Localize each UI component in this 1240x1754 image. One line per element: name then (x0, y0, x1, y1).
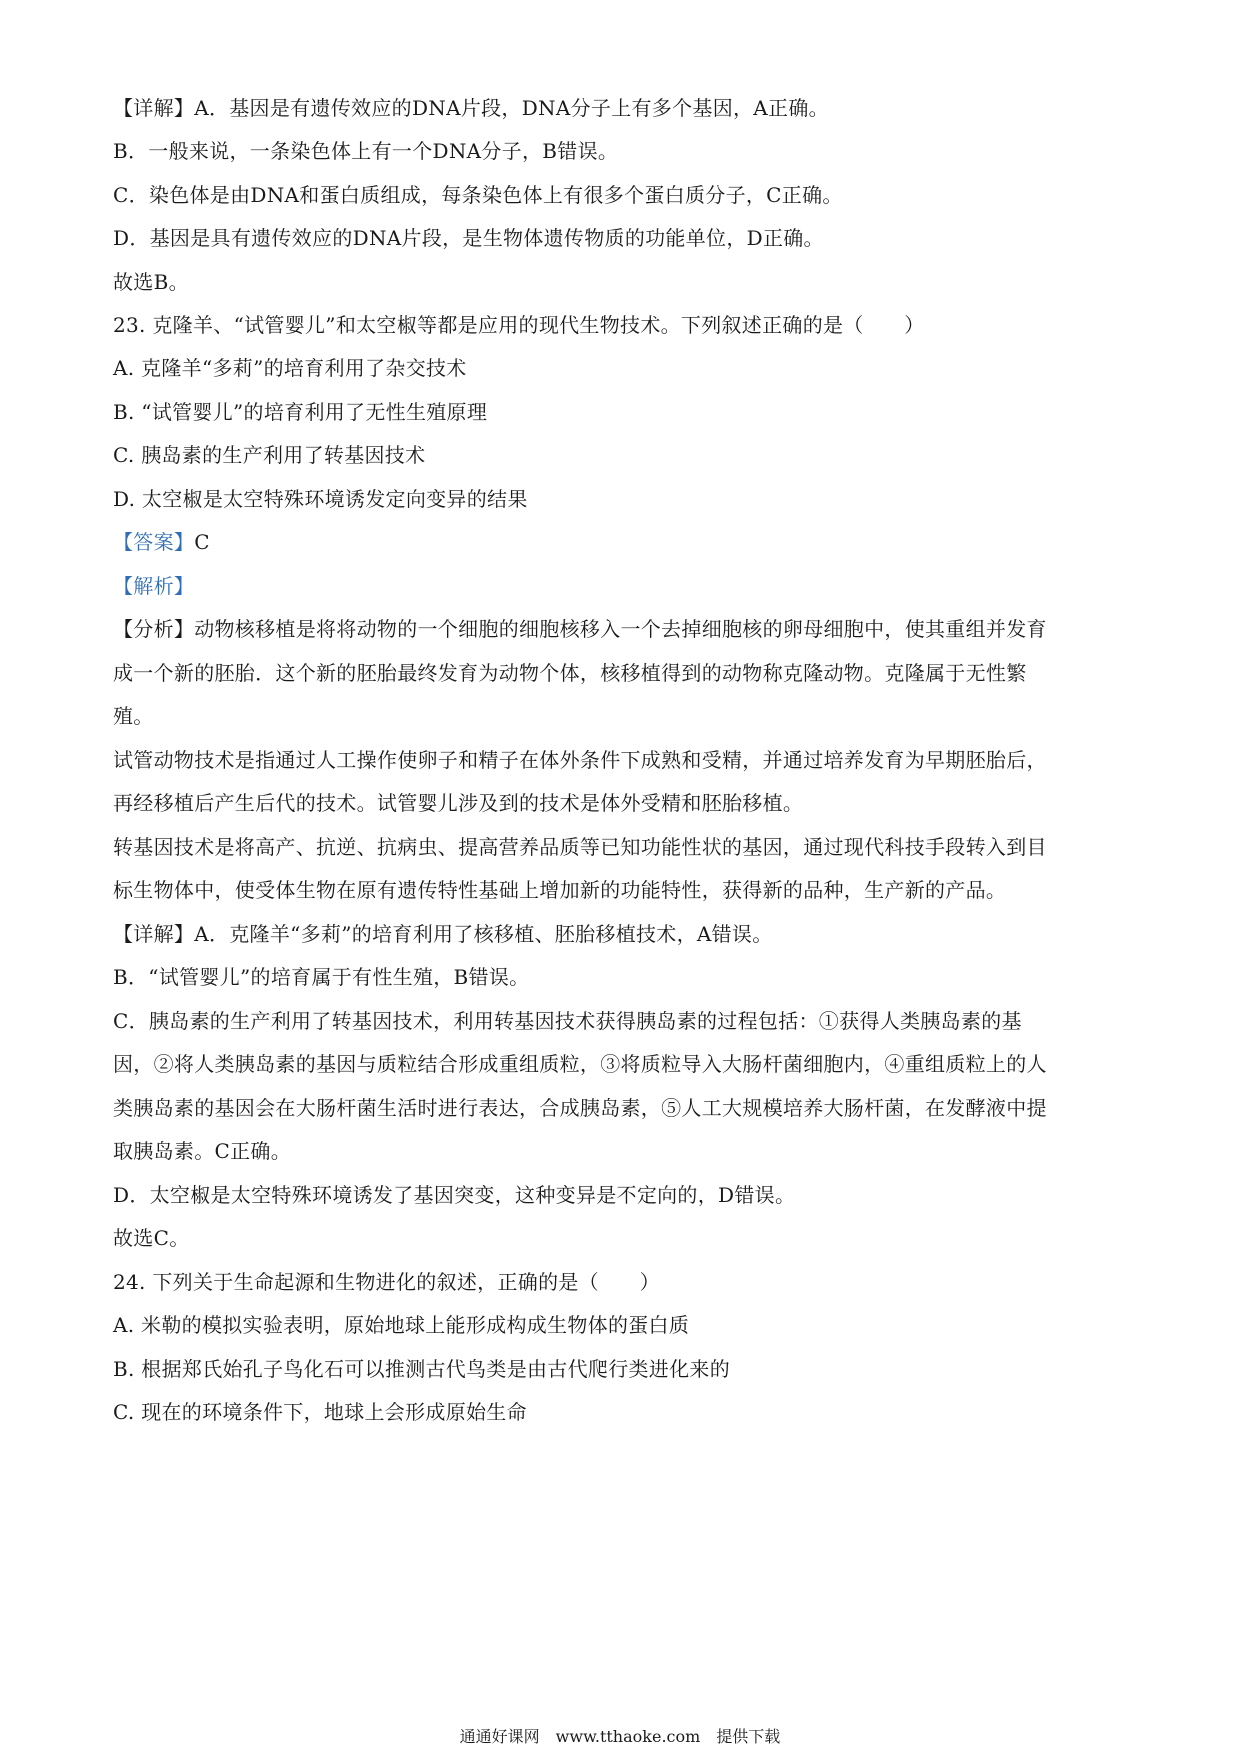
line-text: 再经移植后产生后代的技术。试管婴儿涉及到的技术是体外受精和胚胎移植。 (113, 791, 804, 815)
analysis-para-2 (113, 789, 1133, 817)
line-text: D．太空椒是太空特殊环境诱发了基因突变，这种变异是不定向的，D错误。 (113, 1183, 796, 1207)
line-text: B. 根据郑氏始孔子鸟化石可以推测古代鸟类是由古代爬行类进化来的 (113, 1357, 731, 1381)
detail-line-c (113, 181, 1133, 209)
detail-23-a (113, 920, 1133, 948)
answer-value: C (194, 530, 210, 554)
analysis-para-1 (113, 702, 1133, 730)
detail-23-c (113, 1094, 1133, 1122)
detail-line-b (113, 137, 1133, 165)
line-text: 【详解】A．克隆羊“多莉”的培育利用了核移植、胚胎移植技术，A错误。 (113, 922, 773, 946)
option-c (113, 1398, 1133, 1426)
line-text: D. 太空椒是太空特殊环境诱发定向变异的结果 (113, 487, 528, 511)
option-d (113, 485, 1133, 513)
detail-23-d (113, 1181, 1133, 1209)
choice-line (113, 1224, 1133, 1252)
line-text: 【详解】A．基因是有遗传效应的DNA片段，DNA分子上有多个基因，A正确。 (113, 96, 829, 120)
option-c (113, 441, 1133, 469)
option-a (113, 354, 1133, 382)
question-23 (113, 311, 1133, 339)
line-text: 转基因技术是将高产、抗逆、抗病虫、提高营养品质等已知功能性状的基因，通过现代科技手段转入到目 (113, 835, 1047, 859)
line-text: 故选B。 (113, 270, 189, 294)
line-text: 标生物体中，使受体生物在原有遗传特性基础上增加新的功能特性，获得新的品种，生产新的产品。 (113, 878, 1007, 902)
line-text: 殖。 (113, 704, 154, 728)
analysis-para-2 (113, 746, 1133, 774)
page-footer: 通通好课网 www.tthaoke.com 提供下载 (459, 1727, 781, 1746)
line-text: 故选C。 (113, 1226, 190, 1250)
option-a (113, 1311, 1133, 1339)
option-b (113, 398, 1133, 426)
line-text: 试管动物技术是指通过人工操作使卵子和精子在体外条件下成熟和受精，并通过培养发育为早期胚胎后， (113, 748, 1047, 772)
detail-23-c (113, 1137, 1133, 1165)
line-text: 24. 下列关于生命起源和生物进化的叙述，正确的是（ ） (113, 1270, 660, 1294)
detail-line-a (113, 94, 1133, 122)
analysis-para-1 (113, 659, 1133, 687)
line-text: B．一般来说，一条染色体上有一个DNA分子，B错误。 (113, 139, 619, 163)
line-text: C. 胰岛素的生产利用了转基因技术 (113, 443, 426, 467)
line-text: 取胰岛素。C正确。 (113, 1139, 292, 1163)
analysis-para-3 (113, 876, 1133, 904)
detail-line-d (113, 224, 1133, 252)
analysis-label: 【解析】 (113, 574, 195, 598)
detail-23-c (113, 1007, 1133, 1035)
option-b (113, 1355, 1133, 1383)
line-text: A. 米勒的模拟实验表明，原始地球上能形成构成生物体的蛋白质 (113, 1313, 690, 1337)
line-text: 【分析】动物核移植是将将动物的一个细胞的细胞核移入一个去掉细胞核的卵母细胞中，使其重组并发育 (113, 617, 1047, 641)
line-text: C．胰岛素的生产利用了转基因技术，利用转基因技术获得胰岛素的过程包括：①获得人类胰岛素的基 (113, 1009, 1022, 1033)
line-text: 因，②将人类胰岛素的基因与质粒结合形成重组质粒，③将质粒导入大肠杆菌细胞内，④重组质粒上的人 (113, 1052, 1047, 1076)
detail-23-c (113, 1050, 1133, 1078)
line-text: B. “试管婴儿”的培育利用了无性生殖原理 (113, 400, 488, 424)
answer-label: 【答案】 (113, 530, 195, 554)
line-text: 类胰岛素的基因会在大肠杆菌生活时进行表达，合成胰岛素，⑤人工大规模培养大肠杆菌，在发酵液中提 (113, 1096, 1047, 1120)
detail-23-b (113, 963, 1133, 991)
line-text: 成一个新的胚胎．这个新的胚胎最终发育为动物个体，核移植得到的动物称克隆动物。克隆属于无性繁 (113, 661, 1027, 685)
line-text: C．染色体是由DNA和蛋白质组成，每条染色体上有很多个蛋白质分子，C正确。 (113, 183, 843, 207)
line-text: B．“试管婴儿”的培育属于有性生殖，B错误。 (113, 965, 530, 989)
answer-line (113, 528, 1133, 556)
line-text: 23. 克隆羊、“试管婴儿”和太空椒等都是应用的现代生物技术。下列叙述正确的是（ ） (113, 313, 925, 337)
line-text: D．基因是具有遗传效应的DNA片段，是生物体遗传物质的功能单位，D正确。 (113, 226, 824, 250)
line-text: C. 现在的环境条件下，地球上会形成原始生命 (113, 1400, 527, 1424)
analysis-heading (113, 572, 1133, 600)
line-text: A. 克隆羊“多莉”的培育利用了杂交技术 (113, 356, 467, 380)
analysis-para-3 (113, 833, 1133, 861)
choice-line (113, 268, 1133, 296)
question-24 (113, 1268, 1133, 1296)
analysis-para-1 (113, 615, 1133, 643)
